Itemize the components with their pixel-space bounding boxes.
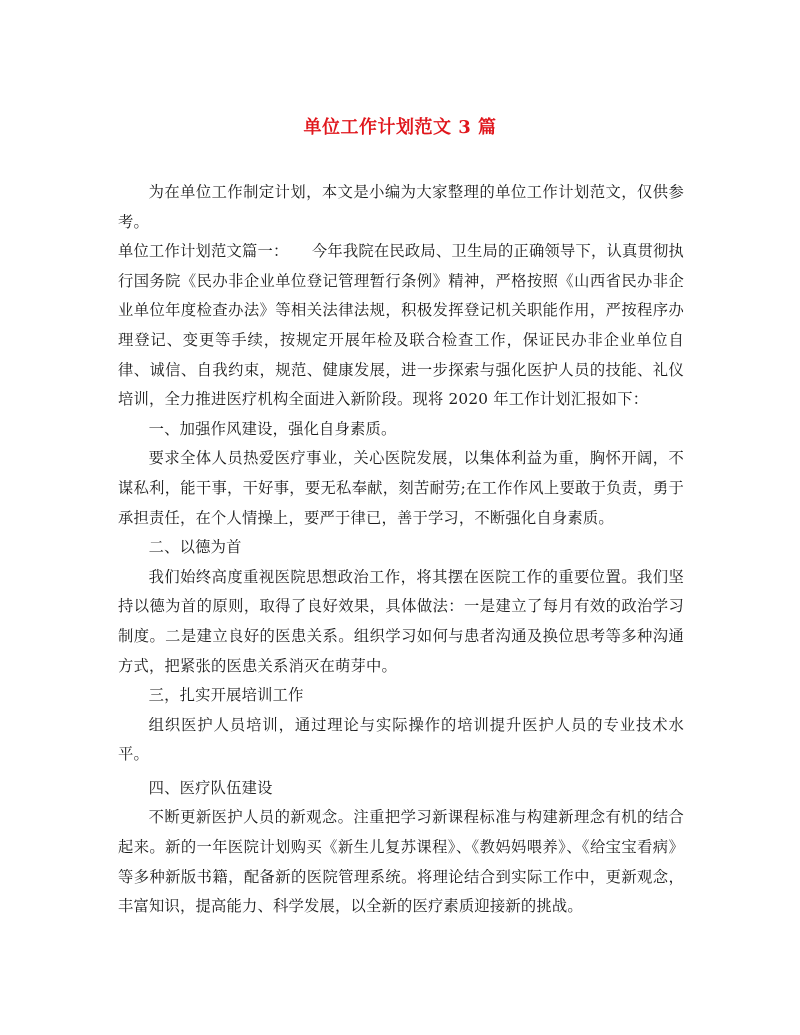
section-heading-2: 二、以德为首 (148, 538, 242, 557)
section-body-4: 不断更新医护人员的新观念。注重把学习新课程标准与构建新理念有机的结合起来。新的一年医院计划购买《新生儿复苏课程》、《教妈妈喂养》、《给宝宝看病》等多种新版书籍，配备新的医院管理系统。将理论结合到实际工作中，更新观念，丰富知识，提高能力、科学发展，以全新的医疗素质迎接新的挑战。 (118, 808, 684, 916)
section-heading-3: 三，扎实开展培训工作 (148, 686, 304, 705)
article-one-paragraph: 单位工作计划范文篇一： 今年我院在民政局、卫生局的正确领导下，认真贯彻执行国务院《民办非企业单位登记管理暂行条例》精神，严格按照《山西省民办非企业单位年度检查办法》等相关法律法规，积极发挥登记机关职能作用，严按程序办理登记、变更等手续，按规定开展年检及联合检查工作，保证民办非企业单位自律、诚信、自我约束，规范、健康发展，进一步探索与强化医护人员的技能、礼仪培训，全力推进医疗机构全面进入新阶段。现将 2020 年工作计划汇报如下： (118, 242, 684, 409)
section-heading-4: 四、医疗队伍建设 (148, 778, 273, 797)
section-body-1: 要求全体人员热爱医疗事业，关心医院发展，以集体利益为重，胸怀开阔，不谋私利，能干事，干好事，要无私奉献，刻苦耐劳;在工作作风上要敢于负责，勇于承担责任，在个人情操上，要严于律已，善于学习，不断强化自身素质。 (118, 449, 684, 527)
section-heading-1: 一、加强作风建设，强化自身素质。 (148, 419, 397, 438)
section-body-3: 组织医护人员培训，通过理论与实际操作的培训提升医护人员的专业技术水平。 (118, 715, 684, 764)
document-title: 单位工作计划范文 3 篇 (303, 117, 497, 138)
intro-paragraph: 为在单位工作制定计划，本文是小编为大家整理的单位工作计划范文，仅供参考。 (118, 183, 684, 231)
section-body-2: 我们始终高度重视医院思想政治工作，将其摆在医院工作的重要位置。我们坚持以德为首的原则，取得了良好效果，具体做法：一是建立了每月有效的政治学习制度。二是建立良好的医患关系。组织学习如何与患者沟通及换位思考等多种沟通方式，把紧张的医患关系消灭在萌芽中。 (118, 567, 684, 675)
document-body (118, 178, 684, 922)
